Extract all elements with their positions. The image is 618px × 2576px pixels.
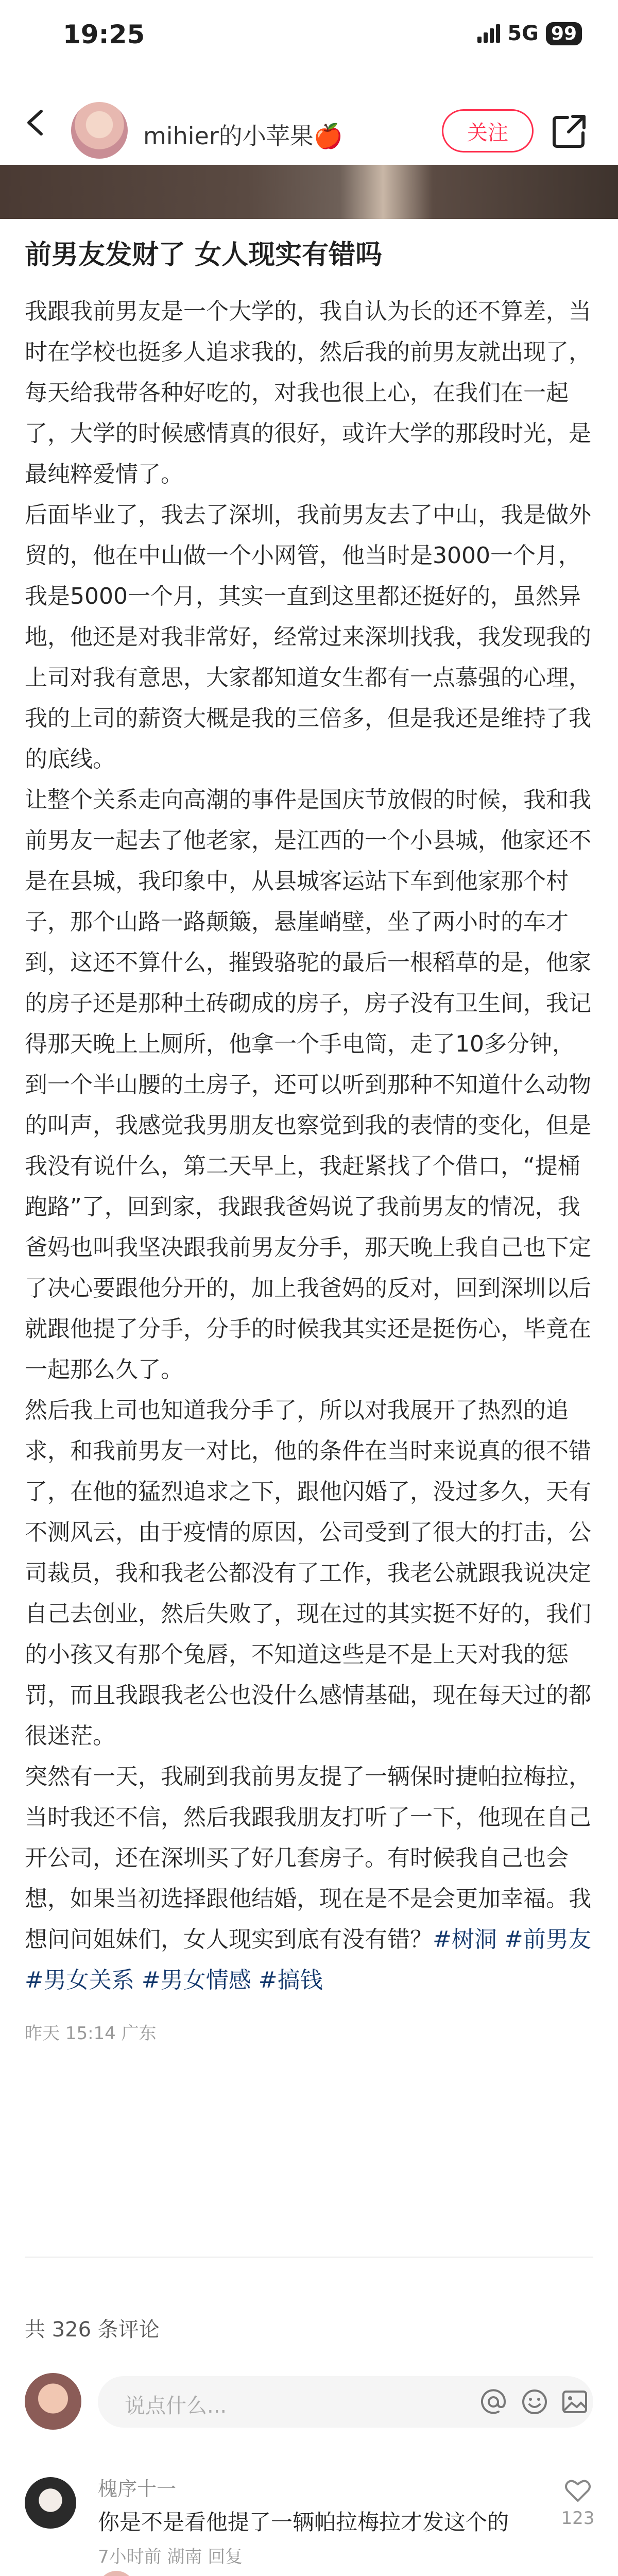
status-time: 19:25 (63, 20, 145, 49)
post-paragraph: 我跟我前男友是一个大学的，我自认为长的还不算差，当时在学校也挺多人追求我的，然后我的前男友就出现了，每天给我带各种好吃的，对我也很上心，在我们在一起了，大学的时候感情真的很好，或许大学的那段时光，是最纯粹爱情了。 (25, 298, 591, 487)
tag-link[interactable]: #前男友 (504, 1926, 591, 1953)
tag-link[interactable]: #男女情感 (141, 1967, 251, 1993)
my-avatar (25, 2373, 81, 2430)
post-title: 前男友发财了 女人现实有错吗 (25, 240, 383, 270)
like-count: 123 (561, 2508, 595, 2529)
comment-meta[interactable]: 7小时前 湖南 回复 (98, 2547, 243, 2567)
post-image[interactable] (0, 165, 618, 219)
follow-button[interactable]: 关注 (442, 109, 534, 152)
tag-link[interactable]: #男女关系 (25, 1967, 134, 1993)
heart-icon[interactable] (564, 2478, 591, 2503)
post-paragraph: 让整个关系走向高潮的事件是国庆节放假的时候，我和我前男友一起去了他老家，是江西的一个小县城，他家还不是在县城，我印象中，从县城客运站下车到他家那个村子，那个山路一路颠簸，悬崖峭壁，坐了两小时的车才到，这还不算什么，摧毁骆驼的最后一根稻草的是，他家的房子还是那种土砖砌成的房子，房子没有卫生间，我记得那天晚上上厕所，他拿一个手电筒，走了10多分钟，到一个半山腰的土房子，还可以听到那种不知道什么动物的叫声，我感觉我男朋友也察觉到我的表情的变化，但是我没有说什么，第二天早上，我赶紧找了个借口，“提桶跑路”了，回到家，我跟我爸妈说了我前男友的情况，我爸妈也叫我坚决跟我前男友分手，那天晚上我自己也下定了决心要跟他分开的，加上我爸妈的反对，回到深圳以后就跟他提了分手，分手的时候我其实还是挺伤心，毕竟在一起那么久了。 (25, 787, 591, 1383)
signal-icon (477, 24, 500, 43)
reply-avatar[interactable] (98, 2571, 135, 2576)
nav-bar (0, 77, 618, 165)
image-icon[interactable] (560, 2387, 589, 2416)
status-bar (0, 0, 618, 77)
tag-link[interactable]: #树洞 (433, 1926, 497, 1953)
tag-link[interactable]: #搞钱 (258, 1967, 323, 1993)
comment-input-placeholder: 说点什么... (125, 2394, 227, 2418)
post-meta: 昨天 15:14 广东 (25, 2023, 157, 2044)
status-indicators (477, 22, 582, 45)
post-paragraph: 然后我上司也知道我分手了，所以对我展开了热烈的追求，和我前男友一对比，他的条件在当时来说真的很不错了，在他的猛烈追求之下，跟他闪婚了，没过多久，天有不测风云，由于疫情的原因，公司受到了很大的打击，公司裁员，我和我老公都没有了工作，我老公就跟我说决定自己去创业，然后失败了，现在过的其实挺不好的，我们的小孩又有那个兔唇，不知道这些是不是上天对我的惩罚，而且我跟我老公也没什么感情基础，现在每天过的都很迷茫。 (25, 1397, 591, 1749)
share-icon[interactable] (550, 111, 589, 150)
comment-count: 共 326 条评论 (25, 2318, 160, 2342)
comment-text[interactable]: 你是不是看他提了一辆帕拉梅拉才发这个的 (98, 2510, 509, 2535)
post-paragraph: 后面毕业了，我去了深圳，我前男友去了中山，我是做外贸的，他在中山做一个小网管，他当时是3000一个月，我是5000一个月，其实一直到这里都还挺好的，虽然异地，他还是对我非常好，经常过来深圳找我，我发现我的上司对我有意思，大家都知道女生都有一点慕强的心理，我的上司的薪资大概是我的三倍多，但是我还是维持了我的底线。 (25, 502, 591, 772)
emoji-icon[interactable] (520, 2387, 549, 2416)
commenter-name[interactable]: 槐序十一 (98, 2478, 177, 2500)
author-avatar[interactable] (71, 102, 128, 159)
commenter-avatar[interactable] (25, 2477, 76, 2529)
author-name[interactable]: mihier的小苹果🍎 (143, 122, 344, 150)
mention-icon[interactable] (479, 2387, 508, 2416)
network-label: 5G (507, 22, 539, 45)
post-body (25, 234, 596, 2044)
battery-icon: 99 (546, 22, 582, 45)
post-paragraph-text: 突然有一天，我刷到我前男友提了一辆保时捷帕拉梅拉，当时我还不信，然后我跟我朋友打听了一下，他现在自己开公司，还在深圳买了好几套房子。有时候我自己也会想，如果当初选择跟他结婚，现在是不是会更加幸福。我想问问姐妹们，女人现实到底有没有错？ (25, 1764, 591, 1953)
comment-input[interactable] (98, 2376, 593, 2428)
divider (25, 2257, 593, 2258)
post-paragraph (25, 1756, 596, 2001)
back-icon[interactable] (21, 107, 52, 138)
